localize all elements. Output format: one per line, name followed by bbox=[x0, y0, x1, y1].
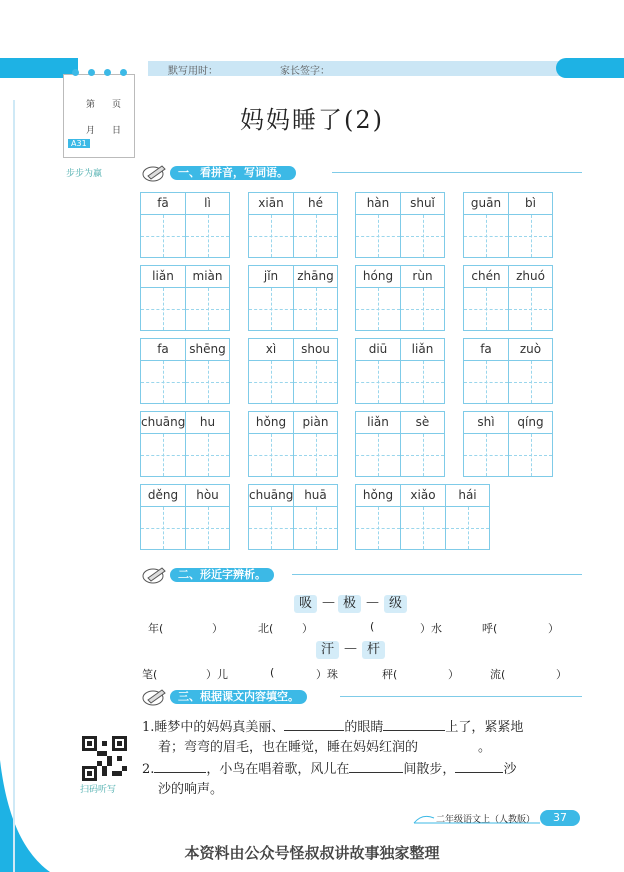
pinyin-syllable: qíng bbox=[508, 411, 553, 433]
pinyin-syllable: liǎn bbox=[140, 265, 185, 287]
pinyin-cell bbox=[355, 338, 400, 360]
pinyin-syllable: huā bbox=[293, 484, 338, 506]
pinyin-syllable: guān bbox=[463, 192, 508, 214]
pinyin-syllable: xì bbox=[248, 338, 293, 360]
writing-box[interactable] bbox=[248, 214, 293, 258]
pinyin-cell bbox=[355, 192, 400, 214]
pinyin-syllable: chuāng bbox=[248, 484, 293, 506]
pinyin-cell bbox=[293, 411, 338, 433]
writing-box[interactable] bbox=[185, 506, 230, 550]
char-ji1: 极 bbox=[338, 595, 361, 613]
pinyin-syllable: miàn bbox=[185, 265, 230, 287]
writing-box[interactable] bbox=[508, 433, 553, 477]
pinyin-syllable: hǒng bbox=[355, 484, 400, 506]
pinyin-cell bbox=[185, 192, 230, 214]
page-number: 37 bbox=[540, 810, 580, 826]
writing-box[interactable] bbox=[463, 433, 508, 477]
writing-box[interactable] bbox=[355, 433, 400, 477]
writing-box[interactable] bbox=[293, 287, 338, 331]
pinyin-cell bbox=[185, 484, 230, 506]
pinyin-syllable: rùn bbox=[400, 265, 445, 287]
writing-box[interactable] bbox=[400, 506, 445, 550]
sign-label: 家长签字： bbox=[280, 66, 330, 77]
pinyin-syllable: hǒng bbox=[248, 411, 293, 433]
pinyin-cell bbox=[508, 192, 553, 214]
writing-box[interactable] bbox=[140, 360, 185, 404]
char-ji2: 级 bbox=[384, 595, 407, 613]
pinyin-cell bbox=[185, 411, 230, 433]
writing-box[interactable] bbox=[355, 506, 400, 550]
char-xi: 吸 bbox=[294, 595, 317, 613]
pinyin-syllable: fa bbox=[140, 338, 185, 360]
pinyin-cell bbox=[185, 338, 230, 360]
pinyin-cell bbox=[355, 484, 400, 506]
pinyin-syllable: piàn bbox=[293, 411, 338, 433]
pinyin-cell bbox=[508, 411, 553, 433]
writing-box[interactable] bbox=[140, 506, 185, 550]
pinyin-syllable: hái bbox=[445, 484, 490, 506]
writing-box[interactable] bbox=[463, 360, 508, 404]
pinyin-syllable: bì bbox=[508, 192, 553, 214]
pinyin-syllable: shuǐ bbox=[400, 192, 445, 214]
pinyin-cell bbox=[140, 338, 185, 360]
pinyin-cell bbox=[293, 265, 338, 287]
writing-box[interactable] bbox=[185, 214, 230, 258]
writing-box[interactable] bbox=[400, 433, 445, 477]
writing-box[interactable] bbox=[140, 433, 185, 477]
pinyin-cell bbox=[248, 411, 293, 433]
pinyin-syllable: liǎn bbox=[400, 338, 445, 360]
qr-code-icon[interactable] bbox=[82, 736, 127, 781]
writing-box[interactable] bbox=[445, 506, 490, 550]
pinyin-cell bbox=[248, 192, 293, 214]
writing-box[interactable] bbox=[400, 360, 445, 404]
pinyin-syllable: hu bbox=[185, 411, 230, 433]
char-gan: 杆 bbox=[362, 641, 385, 659]
pinyin-cell bbox=[293, 192, 338, 214]
pinyin-syllable: hé bbox=[293, 192, 338, 214]
pinyin-cell bbox=[248, 265, 293, 287]
pinyin-cell bbox=[445, 484, 490, 506]
pinyin-syllable: xiǎo bbox=[400, 484, 445, 506]
pinyin-cell bbox=[463, 338, 508, 360]
pinyin-syllable: xiān bbox=[248, 192, 293, 214]
writing-box[interactable] bbox=[248, 360, 293, 404]
writing-box[interactable] bbox=[508, 287, 553, 331]
writing-box[interactable] bbox=[185, 433, 230, 477]
writing-box[interactable] bbox=[355, 214, 400, 258]
question-2-line-1: 2. ，小鸟在唱着歌，风儿在 间散步， 沙 bbox=[142, 758, 516, 780]
pencil-icon bbox=[142, 564, 168, 584]
writing-box[interactable] bbox=[463, 287, 508, 331]
pinyin-cell bbox=[508, 265, 553, 287]
pinyin-syllable: lì bbox=[185, 192, 230, 214]
pinyin-cell bbox=[140, 265, 185, 287]
footer-note: 本资料由公众号怪叔叔讲故事独家整理 bbox=[184, 844, 440, 862]
pinyin-syllable: jǐn bbox=[248, 265, 293, 287]
pinyin-cell bbox=[355, 265, 400, 287]
writing-box[interactable] bbox=[293, 506, 338, 550]
writing-box[interactable] bbox=[355, 287, 400, 331]
time-label: 默写用时： bbox=[168, 66, 218, 77]
pinyin-syllable: shì bbox=[463, 411, 508, 433]
pinyin-cell bbox=[248, 484, 293, 506]
writing-box[interactable] bbox=[185, 287, 230, 331]
pinyin-cell bbox=[140, 192, 185, 214]
pencil-icon bbox=[142, 162, 168, 182]
writing-box[interactable] bbox=[140, 214, 185, 258]
qr-caption: 扫码听写 bbox=[80, 785, 117, 795]
question-2-line-2: 沙的响声。 bbox=[158, 782, 224, 797]
pinyin-syllable: fa bbox=[463, 338, 508, 360]
pinyin-syllable: diū bbox=[355, 338, 400, 360]
pinyin-cell bbox=[508, 338, 553, 360]
pinyin-syllable: děng bbox=[140, 484, 185, 506]
pinyin-cell bbox=[355, 411, 400, 433]
writing-box[interactable] bbox=[185, 360, 230, 404]
writing-box[interactable] bbox=[400, 287, 445, 331]
section-1-head: 一、看拼音，写词语。 bbox=[142, 162, 582, 182]
writing-box[interactable] bbox=[293, 360, 338, 404]
pinyin-cell bbox=[293, 338, 338, 360]
side-note: 步步为赢 bbox=[66, 169, 103, 179]
writing-box[interactable] bbox=[463, 214, 508, 258]
pinyin-cell bbox=[400, 265, 445, 287]
date-calendar: 第 页 月 日 A31 bbox=[63, 74, 135, 158]
writing-box[interactable] bbox=[293, 214, 338, 258]
pinyin-syllable: hòu bbox=[185, 484, 230, 506]
pinyin-cell bbox=[140, 411, 185, 433]
writing-box[interactable] bbox=[508, 214, 553, 258]
writing-box[interactable] bbox=[248, 287, 293, 331]
pinyin-cell bbox=[463, 265, 508, 287]
pinyin-cell bbox=[463, 192, 508, 214]
writing-box[interactable] bbox=[508, 360, 553, 404]
char-han: 汗 bbox=[316, 641, 339, 659]
pinyin-syllable: fā bbox=[140, 192, 185, 214]
pinyin-syllable: zhuó bbox=[508, 265, 553, 287]
pinyin-cell bbox=[400, 411, 445, 433]
pinyin-cell bbox=[248, 338, 293, 360]
pinyin-syllable: shou bbox=[293, 338, 338, 360]
pencil-icon bbox=[142, 686, 168, 706]
writing-box[interactable] bbox=[140, 287, 185, 331]
pinyin-cell bbox=[400, 192, 445, 214]
question-1-line-1: 1.睡梦中的妈妈真美丽、 的眼睛 上了，紧紧地 bbox=[142, 716, 523, 738]
question-1-line-2: 着；弯弯的眉毛，也在睡觉，睡在妈妈红润的 。 bbox=[158, 740, 492, 755]
section-2-head: 二、形近字辨析。 bbox=[142, 564, 582, 584]
pinyin-syllable: zhāng bbox=[293, 265, 338, 287]
pinyin-syllable: chuāng bbox=[140, 411, 185, 433]
writing-box[interactable] bbox=[248, 433, 293, 477]
pinyin-syllable: shēng bbox=[185, 338, 230, 360]
pinyin-cell bbox=[185, 265, 230, 287]
section-3-head: 三、根据课文内容填空。 bbox=[142, 686, 582, 706]
writing-box[interactable] bbox=[293, 433, 338, 477]
book-label: 二年级语文上（人教版） bbox=[436, 815, 536, 825]
writing-box[interactable] bbox=[400, 214, 445, 258]
pinyin-cell bbox=[293, 484, 338, 506]
pinyin-cell bbox=[140, 484, 185, 506]
pinyin-cell bbox=[400, 338, 445, 360]
page-title: 妈妈睡了(2) bbox=[240, 106, 384, 134]
writing-box[interactable] bbox=[355, 360, 400, 404]
pinyin-cell bbox=[463, 411, 508, 433]
pinyin-syllable: liǎn bbox=[355, 411, 400, 433]
pinyin-cell bbox=[400, 484, 445, 506]
writing-box[interactable] bbox=[248, 506, 293, 550]
pinyin-syllable: hóng bbox=[355, 265, 400, 287]
pinyin-syllable: zuò bbox=[508, 338, 553, 360]
pinyin-syllable: chén bbox=[463, 265, 508, 287]
pinyin-syllable: hàn bbox=[355, 192, 400, 214]
pinyin-syllable: sè bbox=[400, 411, 445, 433]
